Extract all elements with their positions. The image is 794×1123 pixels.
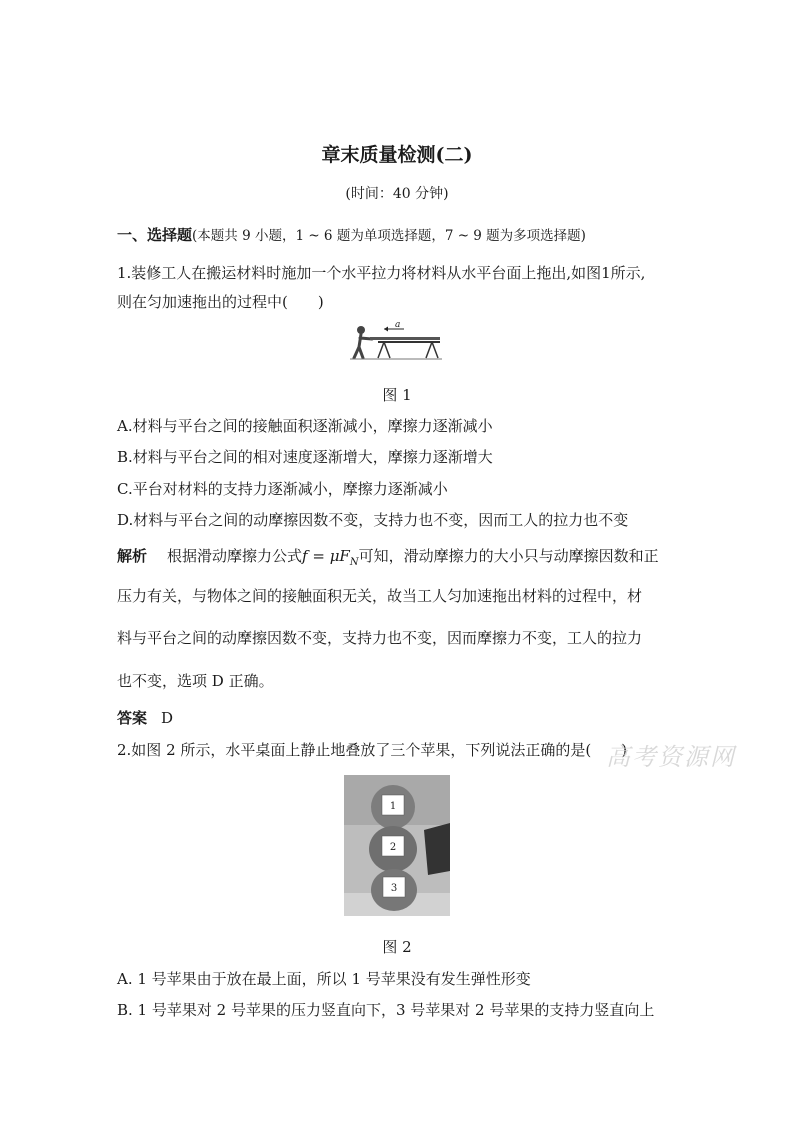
worker-body — [354, 334, 372, 358]
section-note: (本题共 9 小题，1 ~ 6 题为单项选择题，7 ~ 9 题为多项选择题) — [192, 228, 586, 244]
analysis-text-a: 根据滑动摩擦力公式 — [167, 547, 303, 565]
q1-option-d: D.材料与平台之间的动摩擦因数不变，支持力也不变，因而工人的拉力也不变 — [117, 511, 629, 529]
q1-analysis-line3: 料与平台之间的动摩擦因数不变，支持力也不变，因而摩擦力不变，工人的拉力 — [117, 629, 643, 647]
q1-answer — [117, 707, 173, 728]
q1-analysis-line2: 压力有关，与物体之间的接触面积无关，故当工人匀加速拖出材料的过程中，材 — [117, 587, 643, 605]
q1-stem-line2: 则在匀加速拖出的过程中( ) — [117, 293, 324, 311]
q1-analysis-line1 — [117, 545, 659, 568]
q1-option-a: A.材料与平台之间的接触面积逐渐减小，摩擦力逐渐减小 — [117, 417, 493, 435]
watermark: 高考资源网 — [606, 743, 736, 771]
analysis-label: 解析 — [117, 547, 148, 565]
q1-option-b: B.材料与平台之间的相对速度逐渐增大，摩擦力逐渐增大 — [117, 448, 493, 466]
q2-option-b: B. 1 号苹果对 2 号苹果的压力竖直向下，3 号苹果对 2 号苹果的支持力竖直向上 — [117, 1001, 655, 1019]
page-title: 章末质量检测(二) — [321, 144, 473, 166]
friction-formula-subscript: N — [349, 557, 359, 568]
analysis-text-b: 可知，滑动摩擦力的大小只与动摩擦因数和正 — [358, 547, 659, 565]
answer-label: 答案 — [117, 709, 148, 727]
apple-2-label: 2 — [389, 842, 397, 853]
section-header — [117, 224, 586, 245]
q1-analysis-line4: 也不变，选项 D 正确。 — [117, 672, 274, 690]
table-leg-left — [378, 342, 390, 358]
apple-3-label: 3 — [390, 883, 398, 894]
table-leg-right — [426, 342, 438, 358]
figure-1-drawing — [348, 320, 444, 370]
material-plank — [370, 337, 440, 340]
exam-duration: (时间：40 分钟) — [345, 186, 449, 202]
acceleration-label: a — [395, 320, 401, 330]
q2-option-a: A. 1 号苹果由于放在最上面，所以 1 号苹果没有发生弹性形变 — [117, 970, 531, 988]
apple-1-label: 1 — [389, 801, 397, 812]
q2-stem: 2.如图 2 所示，水平桌面上静止地叠放了三个苹果，下列说法正确的是( ) — [117, 741, 628, 759]
figure-2-caption: 图 2 — [382, 938, 412, 956]
friction-formula: f = μF — [302, 547, 350, 565]
q1-stem-line1: 1.装修工人在搬运材料时施加一个水平拉力将材料从水平台面上拖出,如图1所示, — [117, 264, 646, 282]
figure-1-worker-table — [348, 320, 444, 370]
figure-2-photo — [344, 775, 450, 916]
device-corner — [424, 823, 450, 875]
section-heading: 一、选择题 — [117, 226, 193, 244]
figure-1-caption: 图 1 — [382, 386, 412, 404]
acceleration-arrowhead — [384, 327, 388, 332]
figure-2-stacked-apples — [344, 775, 450, 916]
answer-value: D — [161, 709, 174, 727]
q1-option-c: C.平台对材料的支持力逐渐减小，摩擦力逐渐减小 — [117, 480, 448, 498]
